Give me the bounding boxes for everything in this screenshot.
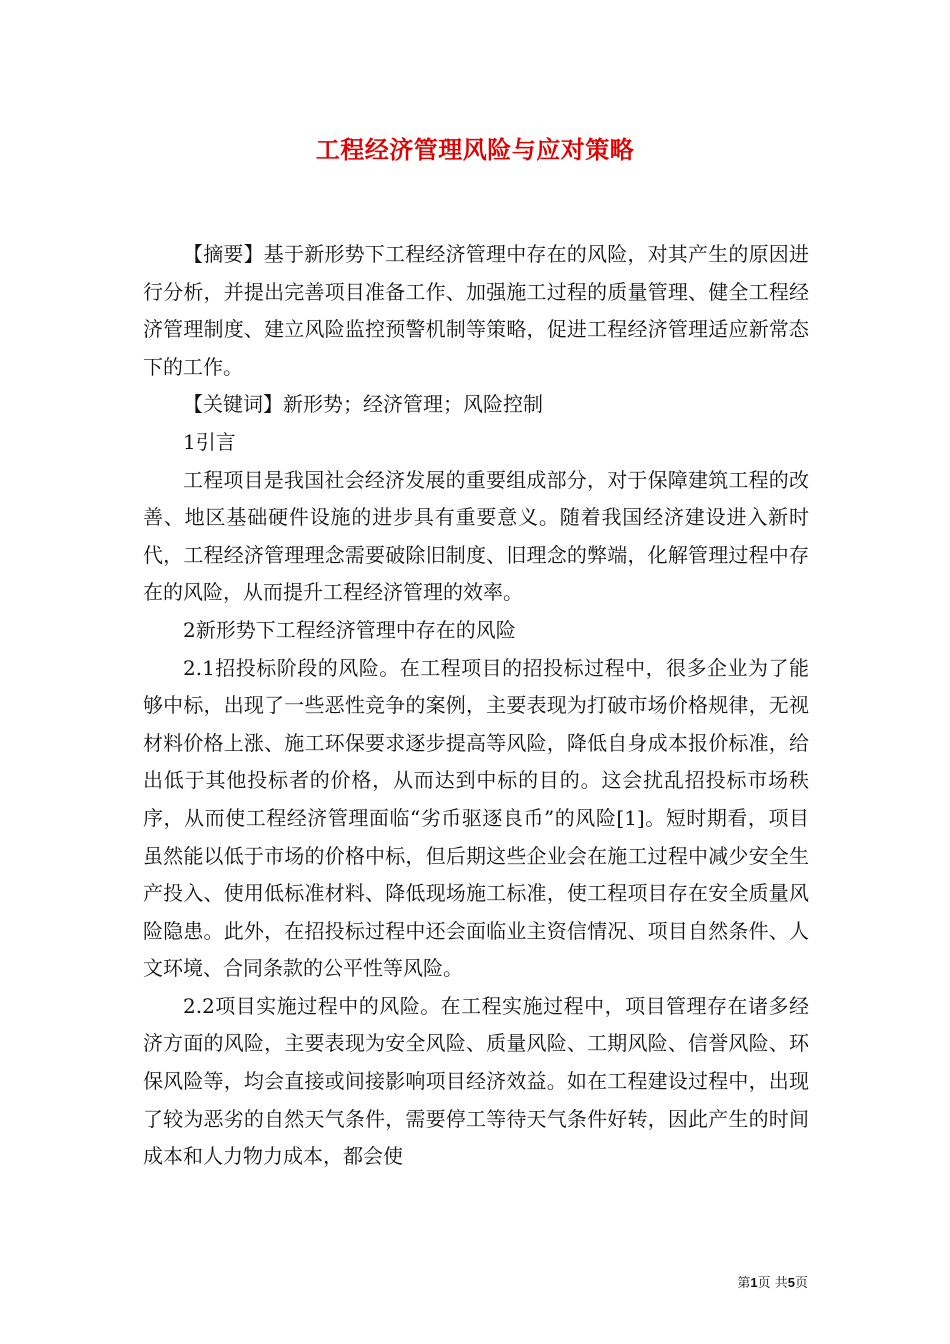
footer-current-page: 1 — [750, 1275, 758, 1290]
page-footer — [680, 1274, 808, 1293]
footer-middle: 页 共 — [757, 1276, 788, 1291]
document-body — [143, 236, 809, 1176]
abstract-paragraph: 【摘要】基于新形势下工程经济管理中存在的风险，对其产生的原因进行分析，并提出完善项目准备工作、加强施工过程的质量管理、健全工程经济管理制度、建立风险监控预警机制等策略，促进工程经济管理适应新常态下的工作。 — [143, 242, 809, 379]
section-2-2-paragraph: 2.2项目实施过程中的风险。在工程实施过程中，项目管理存在诸多经济方面的风险，主要表现为安全风险、质量风险、工期风险、信誉风险、环保风险等，均会直接或间接影响项目经济效益。如在工程建设过程中，出现了较为恶劣的自然天气条件，需要停工等待天气条件好转，因此产生的时间成本和人力物力成本，都会使 — [143, 993, 809, 1169]
document-title: 工程经济管理风险与应对策略 — [315, 135, 635, 164]
section-2-heading: 2新形势下工程经济管理中存在的风险 — [183, 617, 516, 642]
section-2-1-paragraph: 2.1招投标阶段的风险。在工程项目的招投标过程中，很多企业为了能够中标，出现了一些恶性竞争的案例，主要表现为打破市场价格规律，无视材料价格上涨、施工环保要求逐步提高等风险，降低自身成本报价标准，给出低于其他投标者的价格，从而达到中标的目的。这会扰乱招投标市场秩序，从而使工程经济管理面临“劣币驱逐良币”的风险[1]。短时期看，项目虽然能以低于市场的价格中标，但后期这些企业会在施工过程中减少安全生产投入、使用低标准材料、降低现场施工标准，使工程项目存在安全质量风险隐患。此外，在招投标过程中还会面临业主资信情况、项目自然条件、人文环境、合同条款的公平性等风险。 — [143, 655, 809, 981]
keywords-line: 【关键词】新形势；经济管理；风险控制 — [183, 392, 543, 417]
section-1-paragraph: 工程项目是我国社会经济发展的重要组成部分，对于保障建筑工程的改善、地区基础硬件设施的进步具有重要意义。随着我国经济建设进入新时代，工程经济管理理念需要破除旧制度、旧理念的弊端，化解管理过程中存在的风险，从而提升工程经济管理的效率。 — [143, 467, 809, 605]
footer-total-pages: 5 — [787, 1275, 795, 1290]
section-1-heading: 1引言 — [183, 429, 236, 454]
footer-suffix: 页 — [794, 1276, 808, 1291]
footer-prefix: 第 — [737, 1276, 751, 1291]
